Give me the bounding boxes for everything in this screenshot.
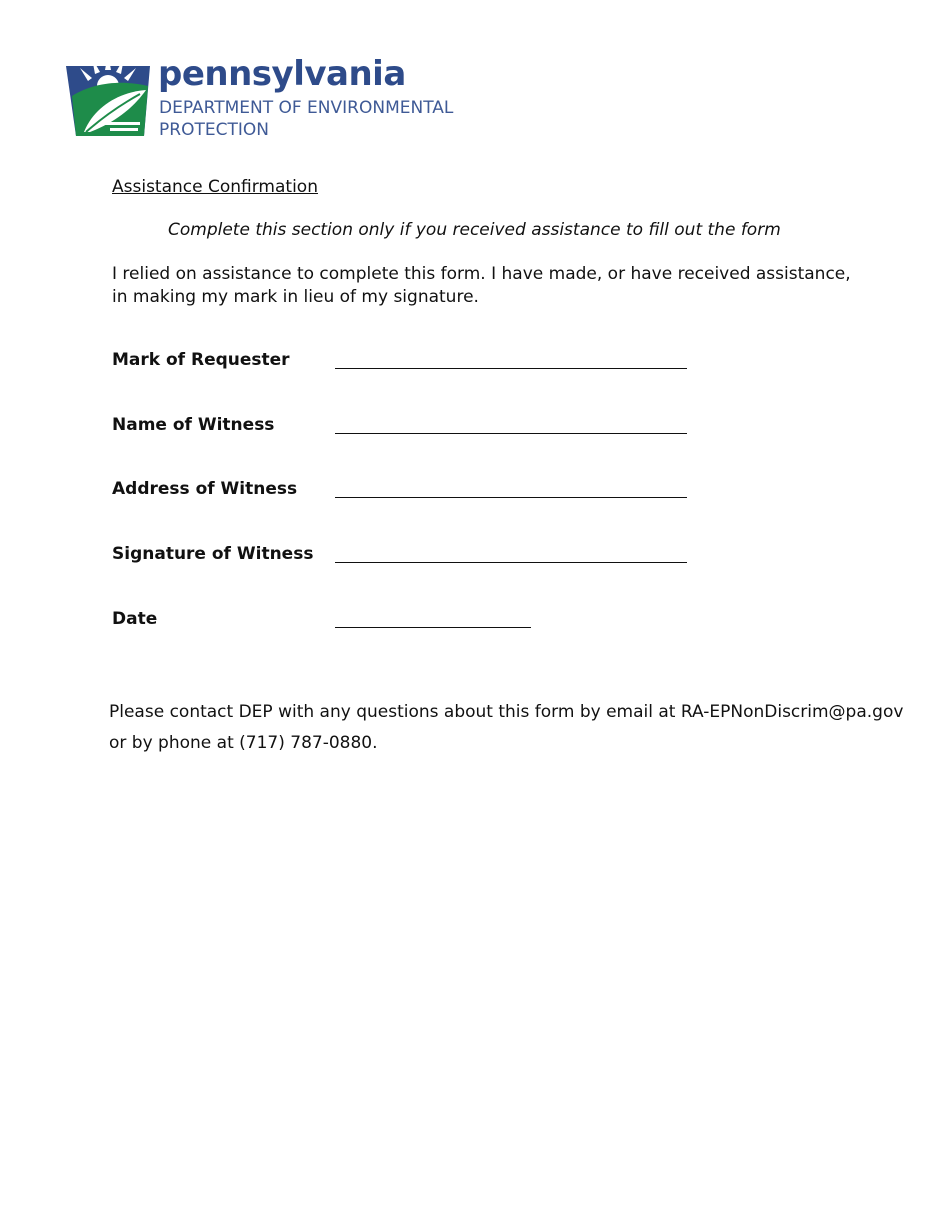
field-label: Address of Witness xyxy=(112,479,298,499)
date-line[interactable] xyxy=(335,627,531,628)
logo-department-line2: PROTECTION xyxy=(159,120,269,140)
field-label: Date xyxy=(112,609,158,629)
field-label: Mark of Requester xyxy=(112,350,290,370)
instructions-text: Complete this section only if you received assistance to fill out the form xyxy=(168,220,781,240)
assistance-statement: I relied on assistance to complete this form. I have made, or have received assistance, in making my mark in lieu of my signature. xyxy=(112,264,851,307)
field-label: Name of Witness xyxy=(112,415,275,435)
keystone-logo-icon xyxy=(64,52,154,138)
section-title: Assistance Confirmation xyxy=(112,177,318,197)
pa-dep-logo xyxy=(64,52,464,142)
contact-info: Please contact DEP with any questions about this form by email at RA-EPNonDiscrim@pa.gov or by phone at (717) 787-0880. xyxy=(109,702,904,753)
logo-brand-text: pennsylvania xyxy=(158,54,406,94)
address-of-witness-line[interactable] xyxy=(335,497,687,498)
name-of-witness-line[interactable] xyxy=(335,433,687,434)
logo-department-text xyxy=(159,97,479,141)
logo-department-line1: DEPARTMENT OF ENVIRONMENTAL xyxy=(159,98,454,118)
mark-of-requester-line[interactable] xyxy=(335,368,687,369)
field-label: Signature of Witness xyxy=(112,544,314,564)
signature-of-witness-line[interactable] xyxy=(335,562,687,563)
